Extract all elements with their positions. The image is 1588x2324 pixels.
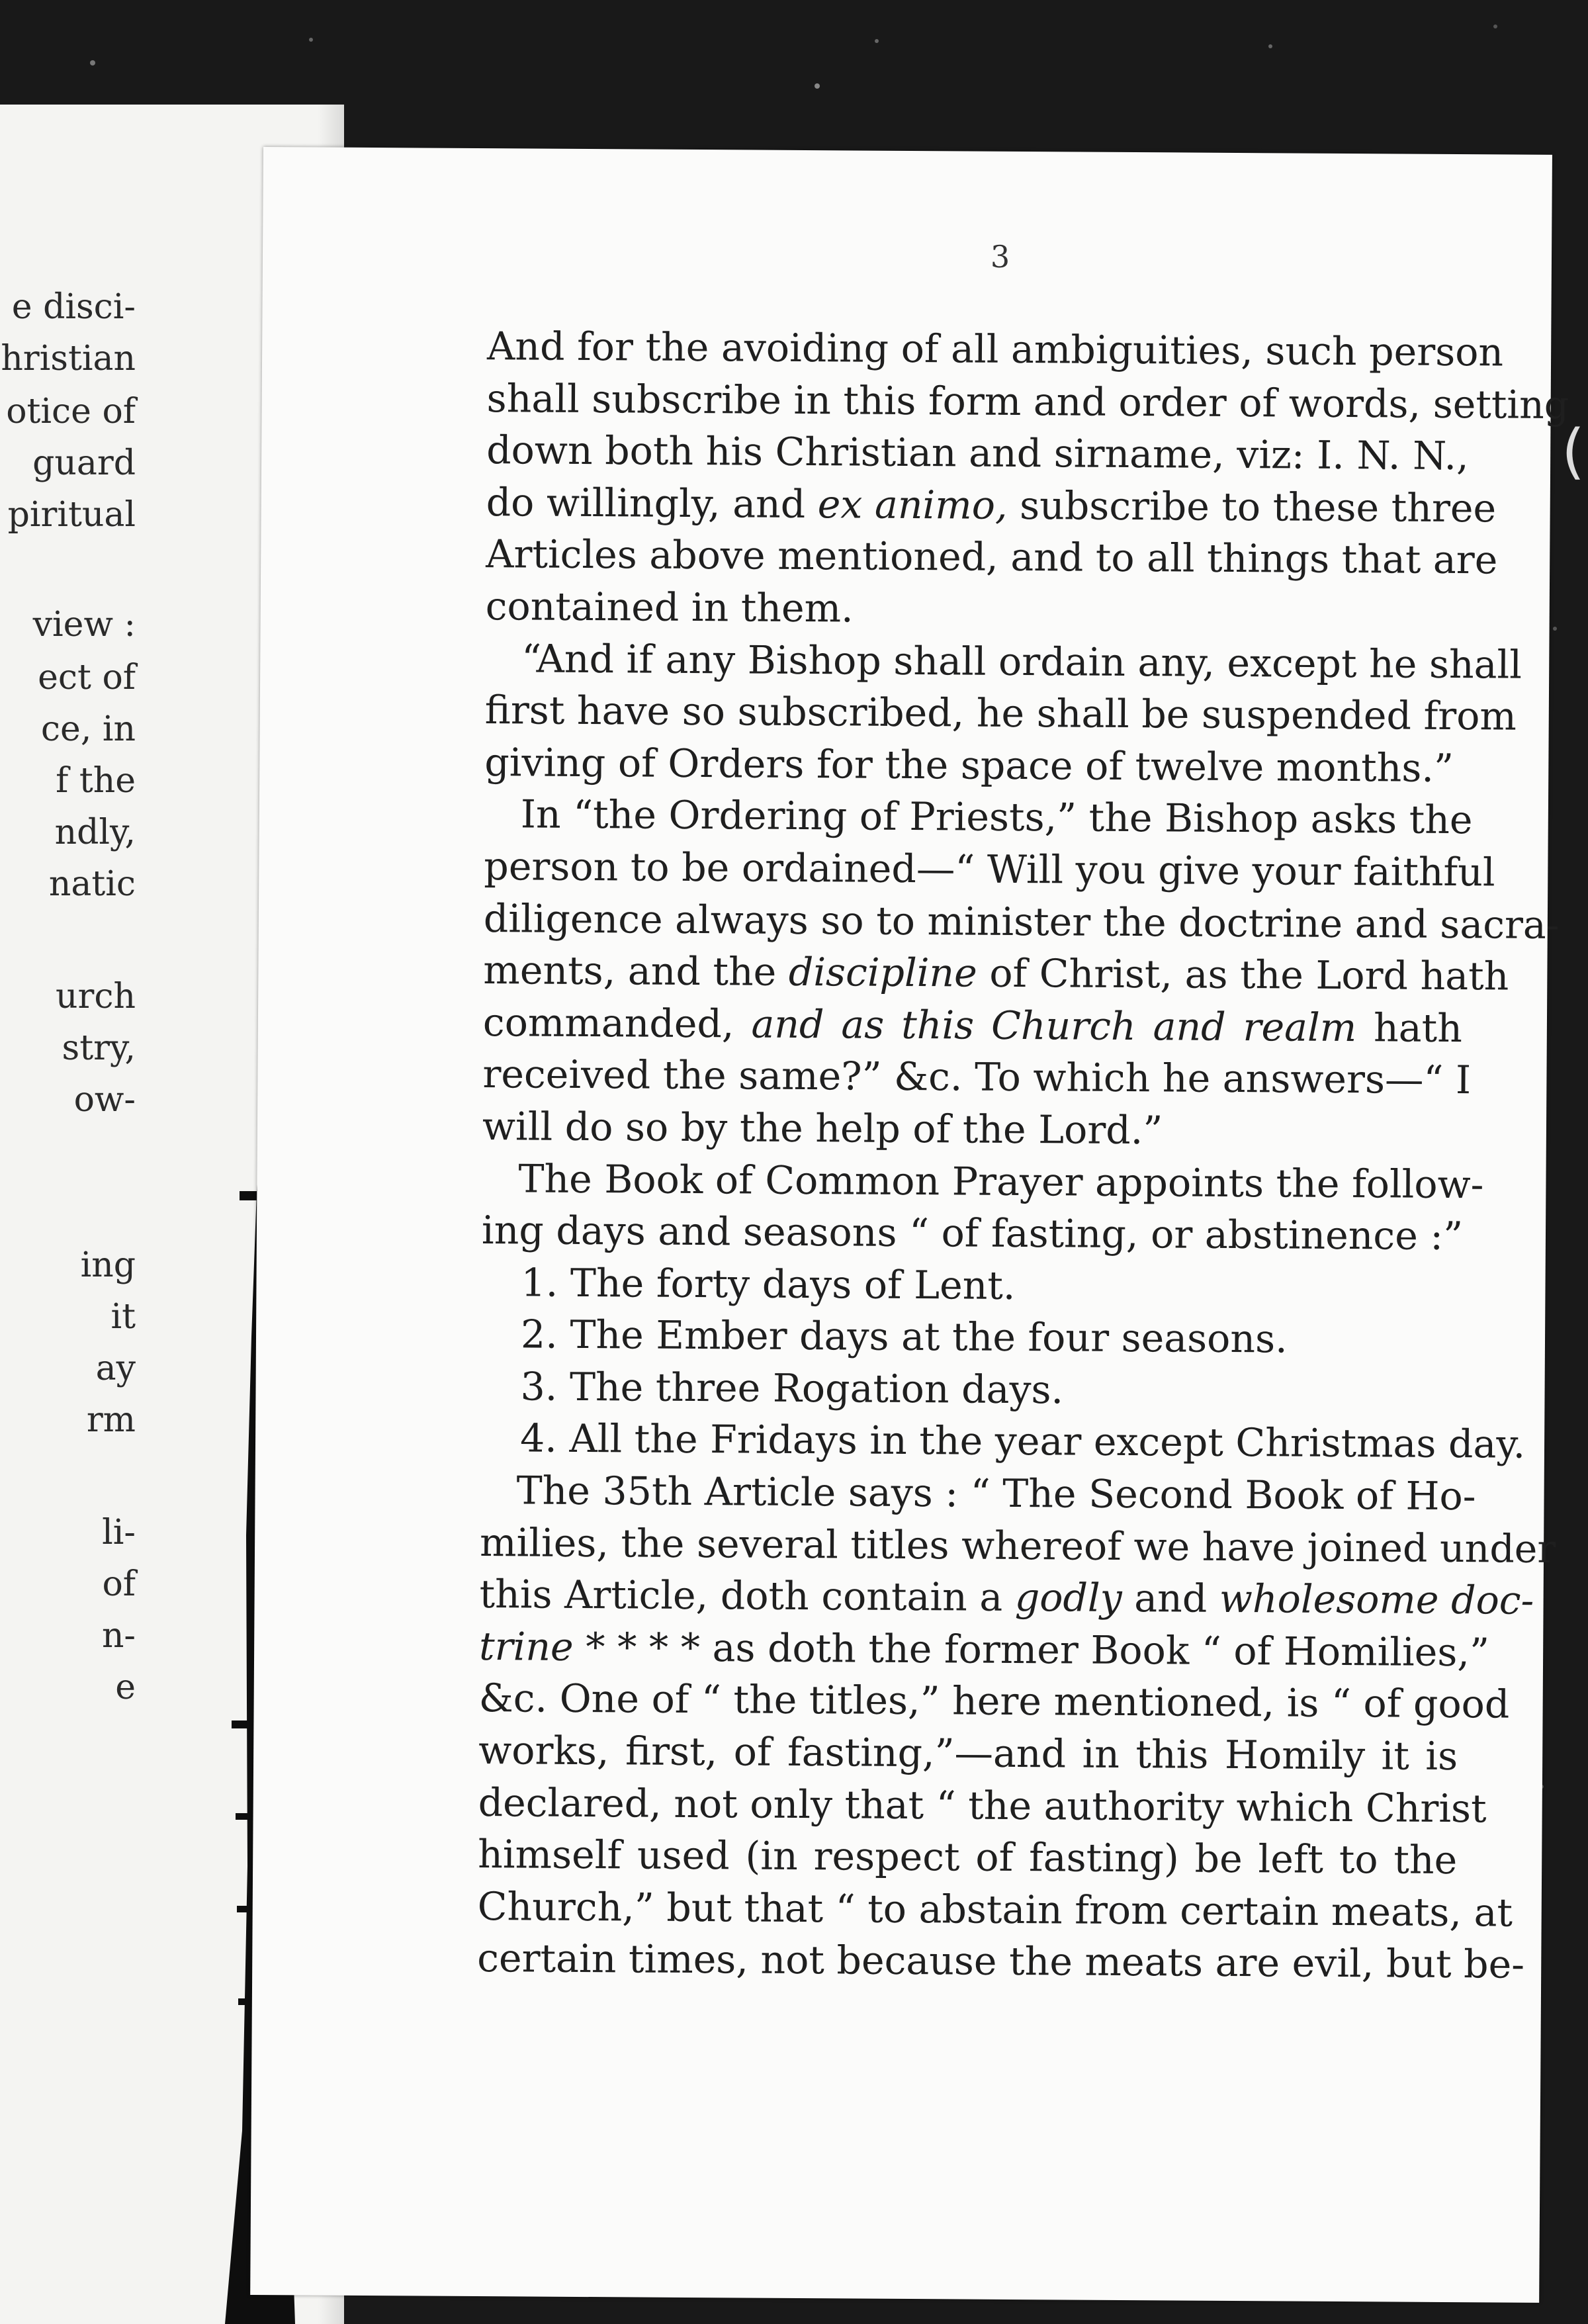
text-line: Church,” but that “ to abstain from certain meats, at [477, 1883, 1513, 1936]
left-line: f the [56, 761, 136, 801]
left-line: ce, in [40, 709, 136, 749]
text-line: The Book of Common Prayer appoints the follow- [518, 1155, 1484, 1207]
left-line: e [115, 1668, 136, 1707]
left-line: ect of [38, 658, 136, 697]
left-line: piritual [7, 495, 136, 535]
text-line: diligence always so to minister the doctrine and sacra- [483, 895, 1560, 948]
text-line: works, first, of fasting,”—and in this Homily it is [478, 1728, 1458, 1779]
text-run: of Christ, as the Lord hath [977, 950, 1509, 999]
text-line: shall subscribe in this form and order of words, setting [486, 375, 1569, 427]
left-line: li- [102, 1513, 136, 1552]
text-line: certain times, not because the meats are evil, but be- [477, 1936, 1525, 1988]
text-run: this Article, doth contain a [479, 1572, 1016, 1621]
text-line: himself used (in respect of fasting) be left to the [478, 1832, 1458, 1883]
page-body-text [477, 320, 1569, 1990]
text-line [483, 997, 1462, 1055]
left-line: of [102, 1564, 136, 1604]
italic-phrase: trine [478, 1623, 574, 1670]
left-line: ing [80, 1245, 136, 1285]
text-line: contained in them. [485, 584, 854, 631]
left-line: hristian [1, 339, 136, 379]
left-line: urch [56, 977, 136, 1016]
left-line: ndly, [54, 813, 136, 852]
left-line: rm [86, 1400, 136, 1440]
italic-phrase: godly [1014, 1575, 1122, 1621]
text-line: milies, the several titles whereof we have joined under [479, 1519, 1556, 1572]
left-line: view : [32, 605, 136, 645]
list-item: 3. The three Rogation days. [520, 1364, 1064, 1413]
text-run: hath [1356, 1005, 1463, 1051]
scan-edge-mark: ( [1562, 417, 1585, 486]
text-run: * * * * as doth the former Book “ of Homilies,” [573, 1624, 1490, 1676]
left-line: n- [101, 1616, 136, 1656]
italic-phrase: ex animo, [817, 481, 1008, 528]
italic-phrase: and as this Church and realm [751, 1001, 1357, 1050]
text-run: and [1122, 1576, 1220, 1622]
text-run: do willingly, and [486, 479, 818, 527]
text-line: &c. One of “ the titles,” here mentioned, is “ of good [478, 1676, 1510, 1727]
left-line: ay [95, 1349, 136, 1388]
text-line: declared, not only that “ the authority which Christ [478, 1779, 1487, 1831]
list-item: 2. The Ember days at the four seasons. [520, 1312, 1288, 1362]
left-line: guard [32, 443, 136, 483]
text-line: ing days and seasons “ of fasting, or abstinence :” [481, 1208, 1464, 1259]
text-run: commanded, [482, 999, 752, 1047]
text-run: ments, and the [483, 948, 789, 995]
text-line [478, 1621, 1490, 1679]
text-line: And for the avoiding of all ambiguities, such person [486, 324, 1504, 375]
list-item: 4. All the Fridays in the year except Christmas day. [519, 1415, 1526, 1468]
page-number: 3 [990, 238, 1010, 275]
text-line: giving of Orders for the space of twelve months.” [484, 739, 1454, 791]
italic-phrase: wholesome doc- [1219, 1576, 1534, 1624]
text-line: down both his Christian and sirname, viz: I. N. N., [486, 427, 1469, 479]
list-item: 1. The forty days of Lent. [521, 1260, 1016, 1308]
text-line: received the same?” &c. To which he answers—“ I [482, 1051, 1472, 1103]
text-line: The 35th Article says : “ The Second Book of Ho- [516, 1468, 1476, 1519]
left-line: ow- [73, 1080, 136, 1120]
left-line: otice of [6, 392, 136, 431]
text-line: In “the Ordering of Priests,” the Bishop asks the [520, 791, 1473, 843]
left-line: natic [48, 864, 136, 904]
text-line: person to be ordained—“ Will you give your faithful [484, 843, 1495, 895]
text-line: “And if any Bishop shall ordain any, except he shall [521, 635, 1522, 688]
left-line: e disci- [11, 287, 136, 327]
text-line: Articles above mentioned, and to all things that are [486, 531, 1498, 583]
text-line [486, 476, 1497, 535]
text-line: first have so subscribed, he shall be suspended from [484, 688, 1517, 739]
text-line: will do so by the help of the Lord.” [482, 1103, 1163, 1153]
text-line [483, 944, 1509, 1003]
text-line [479, 1568, 1534, 1627]
left-line: stry, [62, 1028, 136, 1068]
text-run: subscribe to these three [1007, 482, 1497, 531]
book-page [250, 147, 1569, 2303]
italic-phrase: discipline [788, 949, 977, 996]
left-line: it [110, 1297, 136, 1337]
